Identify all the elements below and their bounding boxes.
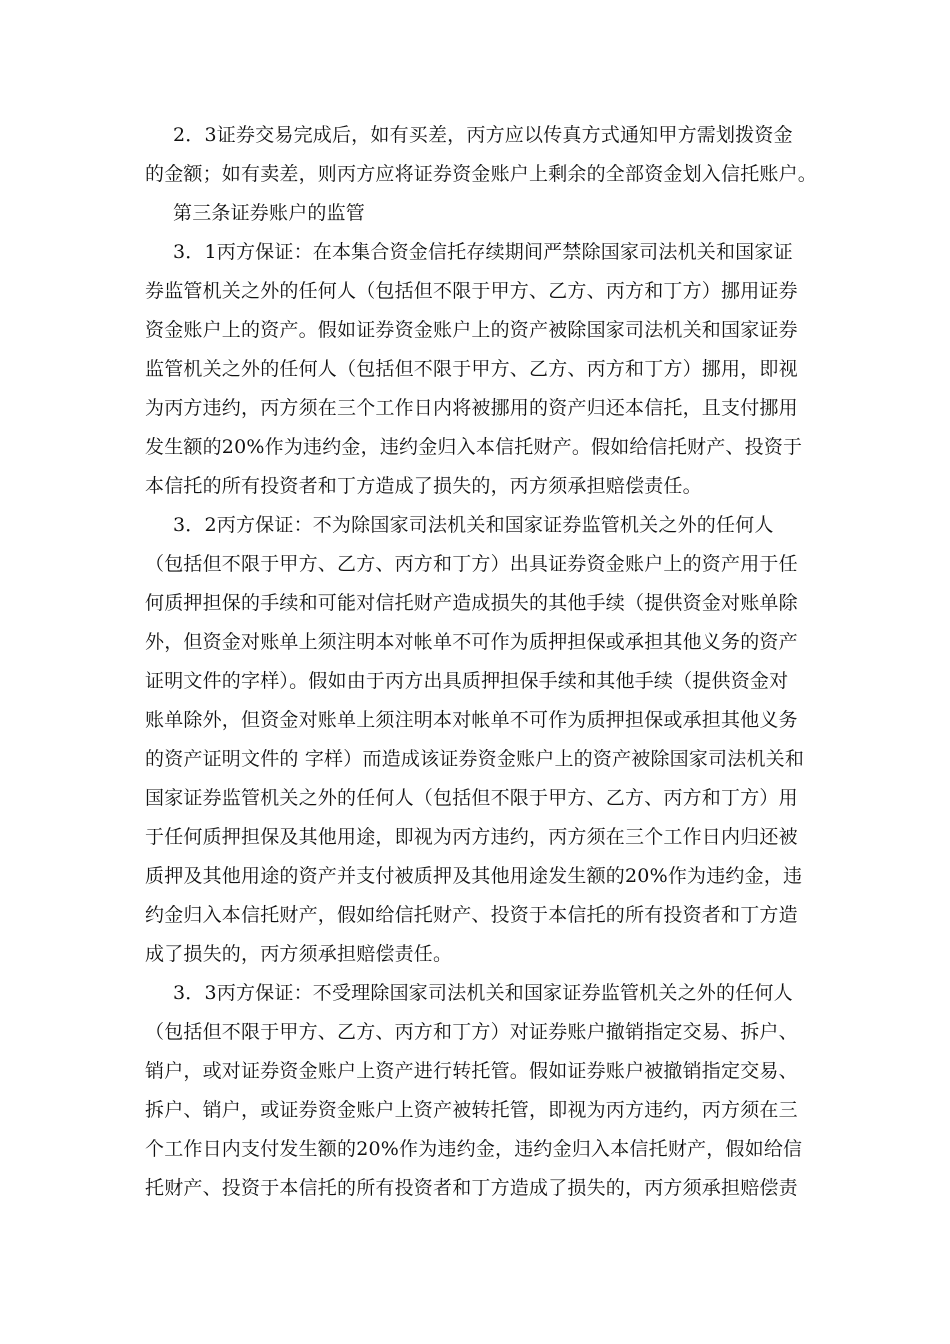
- text-line: 拆户、销户，或证券资金账户上资产被转托管，即视为丙方违约，丙方须在三: [145, 1099, 798, 1121]
- text-line: 3．3丙方保证：不受理除国家司法机关和国家证券监管机关之外的任何人: [173, 982, 793, 1004]
- text-line: 为丙方违约，丙方须在三个工作日内将被挪用的资产归还本信托，且支付挪用: [145, 397, 798, 419]
- text-line: （包括但不限于甲方、乙方、丙方和丁方）出具证券资金账户上的资产用于任: [145, 553, 798, 575]
- text-line: 国家证券监管机关之外的任何人（包括但不限于甲方、乙方、丙方和丁方）用: [145, 787, 798, 809]
- text-line: 何质押担保的手续和可能对信托财产造成损失的其他手续（提供资金对账单除: [145, 592, 798, 614]
- text-line: 账单除外，但资金对账单上须注明本对帐单不可作为质押担保或承担其他义务: [145, 709, 798, 731]
- text-line: 个工作日内支付发生额的20%作为违约金，违约金归入本信托财产，假如给信: [145, 1138, 803, 1160]
- text-line: 证明文件的字样）。假如由于丙方出具质押担保手续和其他手续（提供资金对: [145, 670, 789, 692]
- text-line: 成了损失的，丙方须承担赔偿责任。: [145, 943, 453, 965]
- text-line: 券监管机关之外的任何人（包括但不限于甲方、乙方、丙方和丁方）挪用证券: [145, 280, 798, 302]
- text-line: 3．1丙方保证：在本集合资金信托存续期间严禁除国家司法机关和国家证: [173, 241, 793, 263]
- text-line: （包括但不限于甲方、乙方、丙方和丁方）对证券账户撤销指定交易、拆户、: [145, 1021, 798, 1043]
- text-line: 于任何质押担保及其他用途，即视为丙方违约，丙方须在三个工作日内归还被: [145, 826, 798, 848]
- text-line: 的资产证明文件的 字样）而造成该证券资金账户上的资产被除国家司法机关和: [145, 748, 805, 770]
- text-line: 质押及其他用途的资产并支付被质押及其他用途发生额的20%作为违约金，违: [145, 865, 803, 887]
- text-line: 的金额；如有卖差，则丙方应将证券资金账户上剩余的全部资金划入信托账户。: [145, 163, 818, 185]
- text-line: 约金归入本信托财产，假如给信托财产、投资于本信托的所有投资者和丁方造: [145, 904, 798, 926]
- text-line: 资金账户上的资产。假如证券资金账户上的资产被除国家司法机关和国家证券: [145, 319, 798, 341]
- text-line: 本信托的所有投资者和丁方造成了损失的，丙方须承担赔偿责任。: [145, 475, 702, 497]
- text-line: 外，但资金对账单上须注明本对帐单不可作为质押担保或承担其他义务的资产: [145, 631, 798, 653]
- text-line: 托财产、投资于本信托的所有投资者和丁方造成了损失的，丙方须承担赔偿责: [145, 1177, 798, 1199]
- text-line: 3．2丙方保证：不为除国家司法机关和国家证券监管机关之外的任何人: [173, 514, 774, 536]
- section-heading: 第三条证券账户的监管: [173, 202, 366, 224]
- text-line: 发生额的20%作为违约金，违约金归入本信托财产。假如给信托财产、投资于: [145, 436, 803, 458]
- text-line: 监管机关之外的任何人（包括但不限于甲方、乙方、丙方和丁方）挪用，即视: [145, 358, 798, 380]
- text-line: 销户，或对证券资金账户上资产进行转托管。假如证券账户被撤销指定交易、: [145, 1060, 798, 1082]
- text-line: 2．3证券交易完成后，如有买差，丙方应以传真方式通知甲方需划拨资金: [173, 124, 793, 146]
